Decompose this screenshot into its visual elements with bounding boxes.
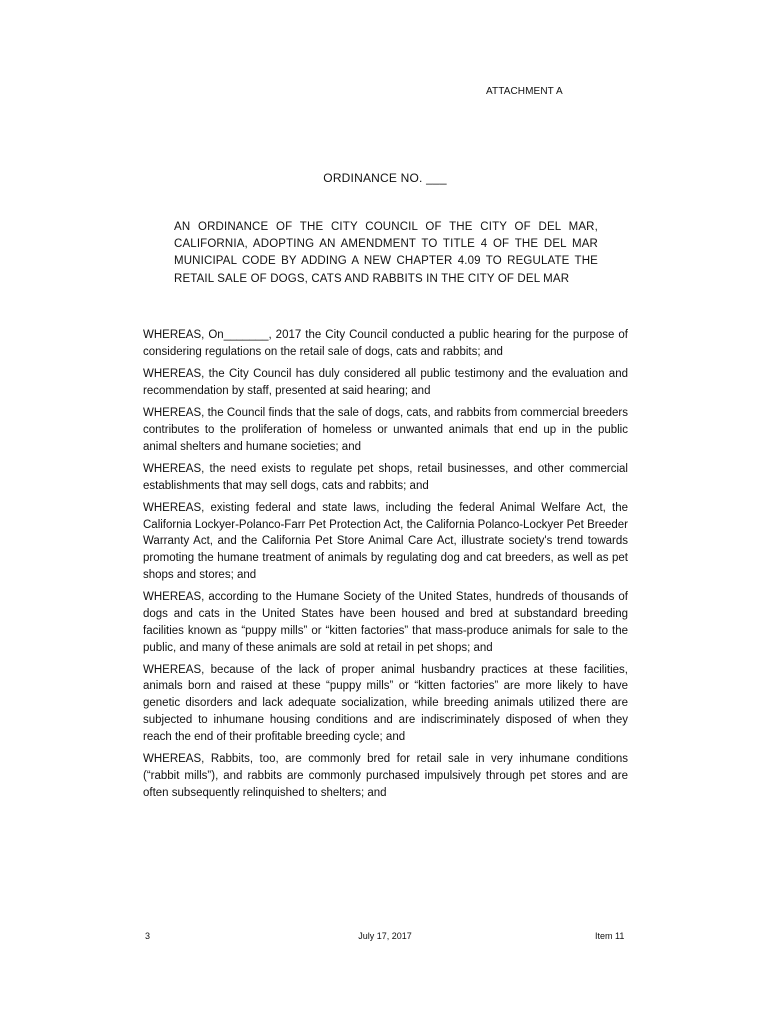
recital-paragraph: WHEREAS, because of the lack of proper animal husbandry practices at these facilities, animals born and raised at these “puppy mills” or “kitten factories” are more likely to have genetic disorders and lack adequate socialization, while breeding animals utilized there are subjected to inhumane housing conditions and are indiscriminately disposed of when they reach the end of their profitable breeding cycle; and <box>143 663 628 743</box>
recital-paragraph: WHEREAS, according to the Humane Society of the United States, hundreds of thousands of dogs and cats in the United States have been housed and bred at substandard breeding facilities known as “puppy mills” or “kitten factories” that mass-produce animals for sale to the public, and many of these animals are sold at retail in pet shops; and <box>143 591 628 654</box>
recital-paragraph: WHEREAS, the City Council has duly considered all public testimony and the evaluation and recommendation by staff, presented at said hearing; and <box>143 367 628 397</box>
footer-date: July 17, 2017 <box>358 931 412 941</box>
recital-paragraph: WHEREAS, Rabbits, too, are commonly bred for retail sale in very inhumane conditions (“rabbit mills”), and rabbits are commonly purchased impulsively through pet stores and are often subsequently relinquished to shelters; and <box>143 753 628 799</box>
footer-item: Item 11 <box>595 931 625 941</box>
recital-paragraph: WHEREAS, the Council finds that the sale of dogs, cats, and rabbits from commercial breeders contributes to the proliferation of homeless or unwanted animals that end up in the public animal shelters and humane societies; and <box>143 406 628 453</box>
footer-page-number: 3 <box>145 931 151 941</box>
ordinance-number: ORDINANCE NO. ___ <box>323 171 447 185</box>
attachment-label: ATTACHMENT A <box>486 86 563 97</box>
recital-paragraph: WHEREAS, the need exists to regulate pet shops, retail businesses, and other commercial establishments that may sell dogs, cats and rabbits; and <box>143 462 628 492</box>
recital-paragraph: WHEREAS, On_______, 2017 the City Council conducted a public hearing for the purpose of considering regulations on the retail sale of dogs, cats and rabbits; and <box>143 329 628 358</box>
recital-paragraph: WHEREAS, existing federal and state laws, including the federal Animal Welfare Act, the California Lockyer-Polanco-Farr Pet Protection Act, the California Polanco-Lockyer Pet Breeder Warranty Act, and the California Pet Store Animal Care Act, illustrate society's trend towards promoting the humane treatment of animals by regulating dog and cat breeders, as well as pet shops and stores; and <box>143 501 628 581</box>
recitals-body <box>143 327 628 807</box>
ordinance-title: AN ORDINANCE OF THE CITY COUNCIL OF THE CITY OF DEL MAR, CALIFORNIA, ADOPTING AN AMENDMENT TO TITLE 4 OF THE DEL MAR MUNICIPAL CODE BY ADDING A NEW CHAPTER 4.09 TO REGULATE THE RETAIL SALE OF DOGS, CATS AND RABBITS IN THE CITY OF DEL MAR <box>174 221 598 285</box>
